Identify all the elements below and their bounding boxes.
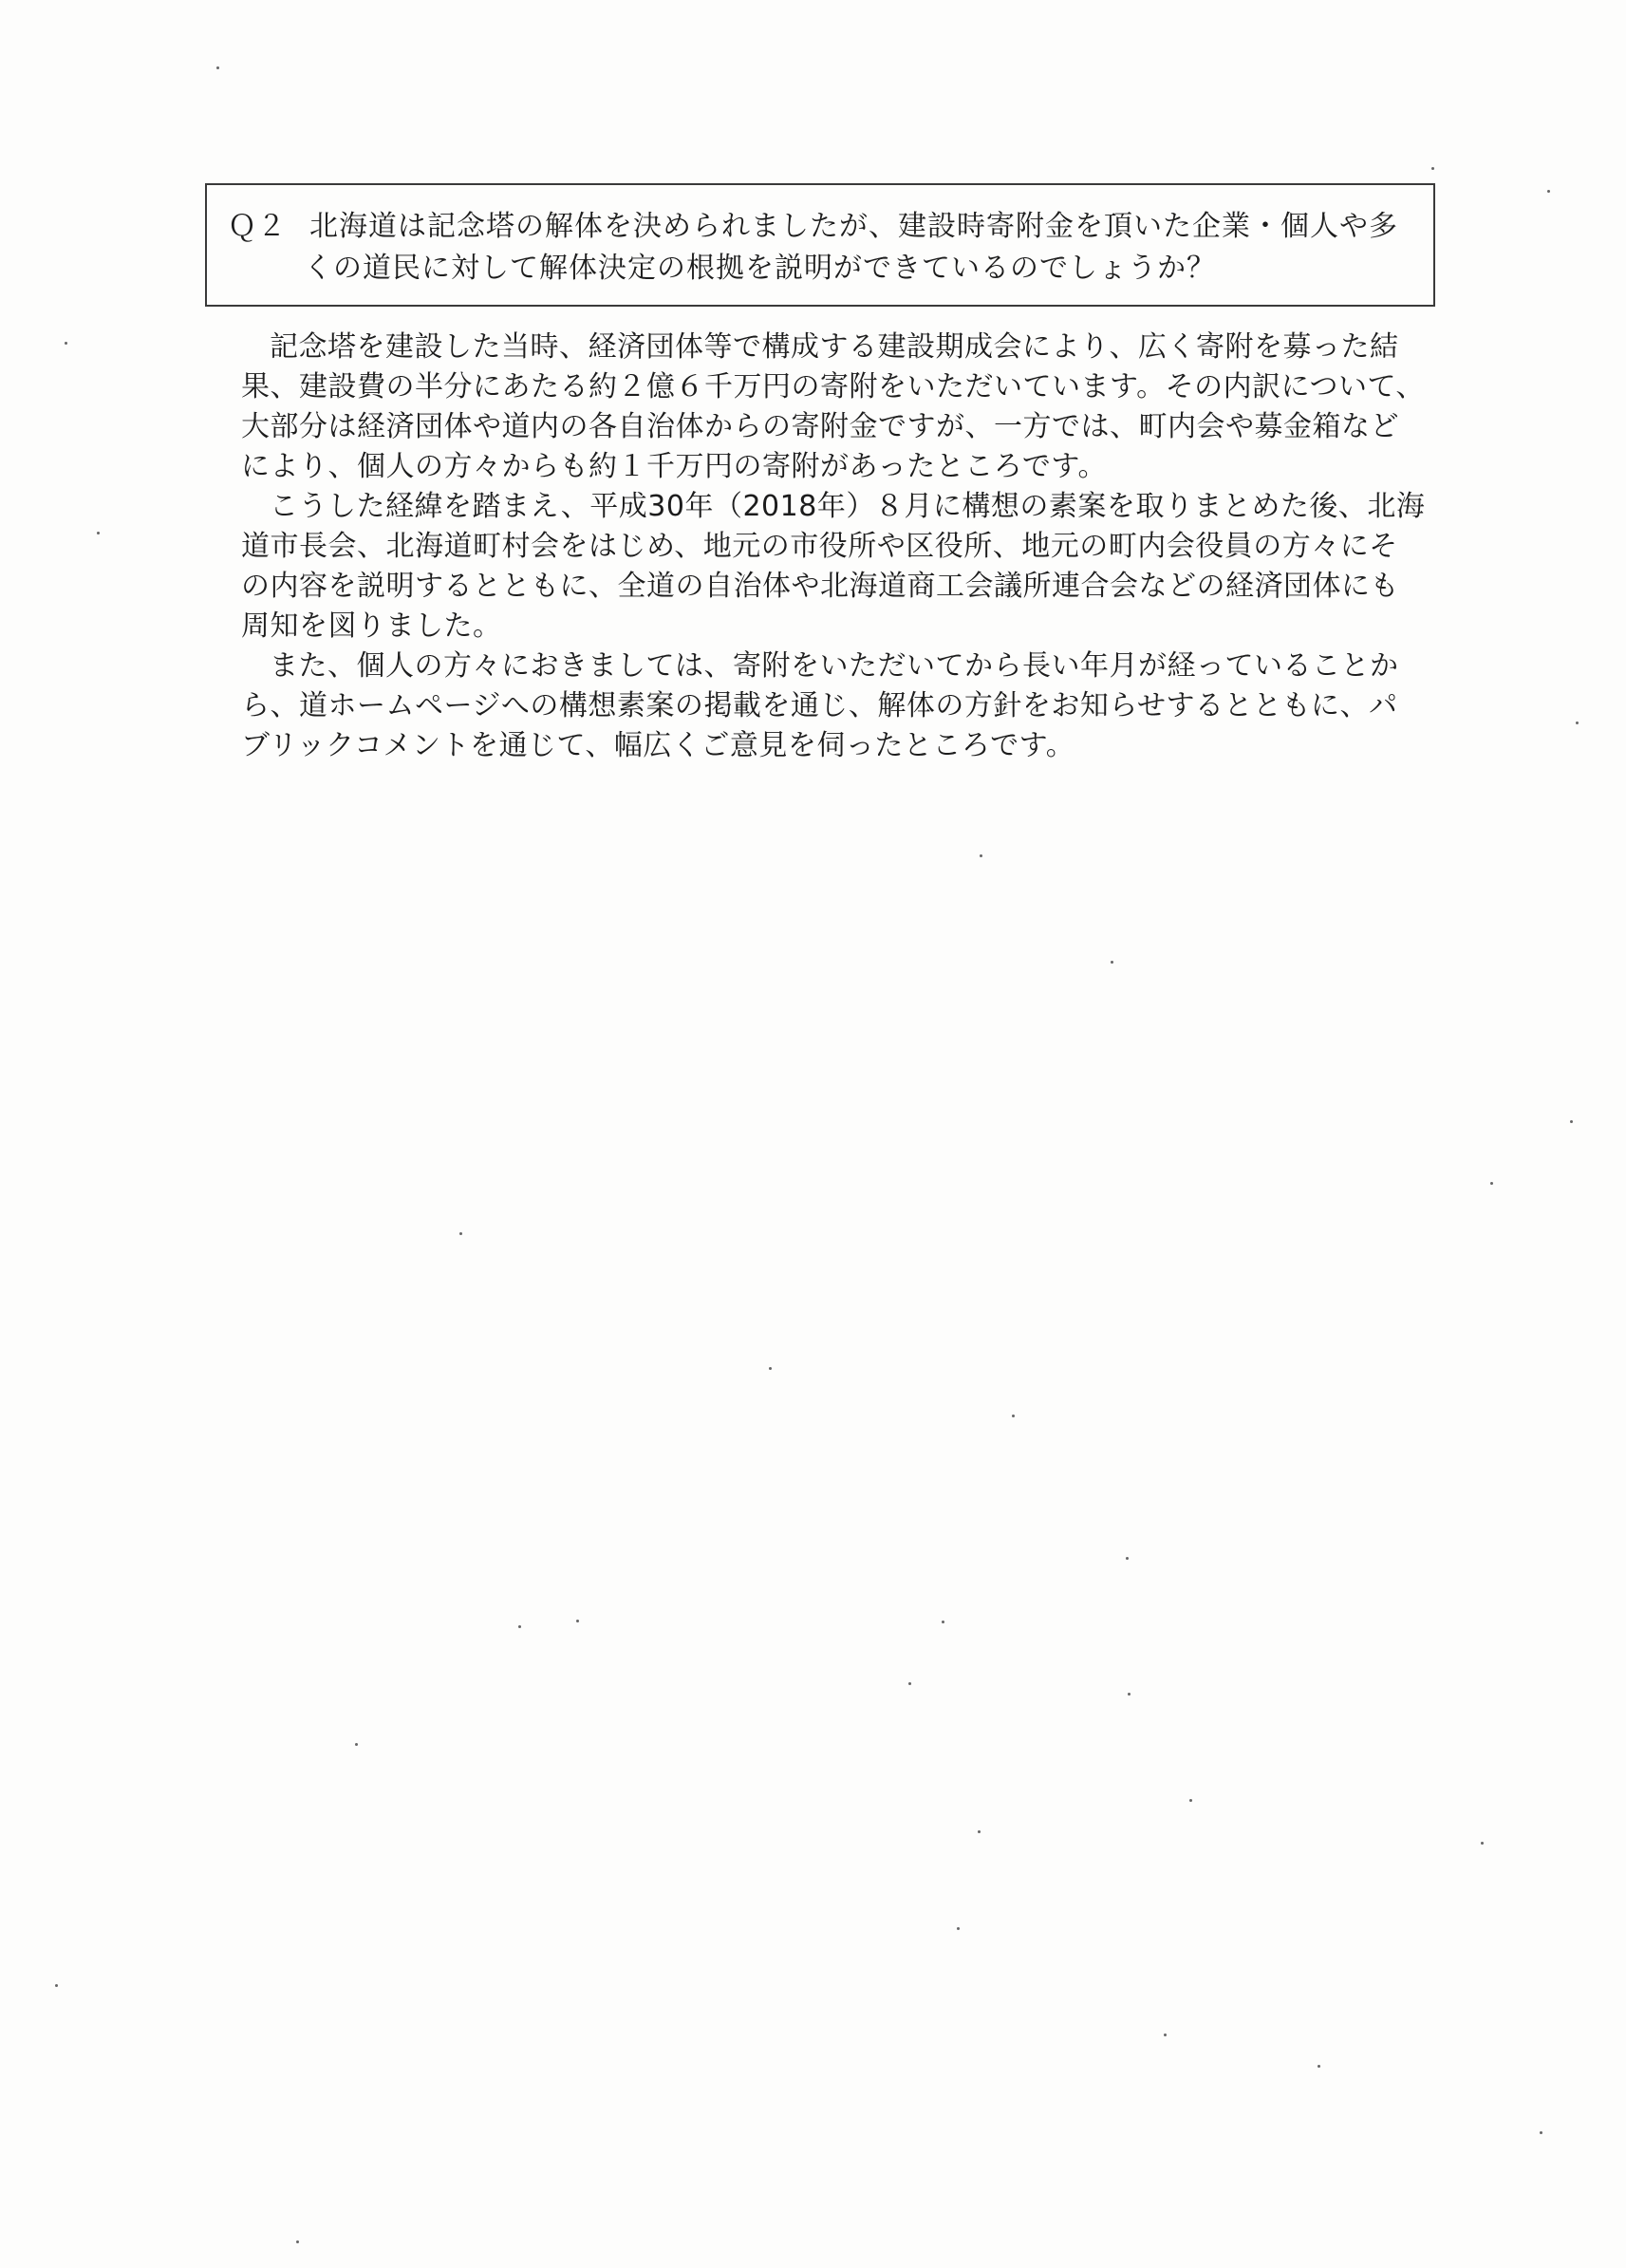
scan-speck — [908, 1682, 911, 1685]
answer-line: 大部分は経済団体や道内の各自治体からの寄附金ですが、一方では、町内会や募金箱など — [241, 410, 1399, 443]
answer-line: 道市長会、北海道町村会をはじめ、地元の市役所や区役所、地元の町内会役員の方々にそ — [241, 530, 1398, 563]
scan-speck — [1431, 167, 1434, 170]
scan-speck — [1012, 1415, 1015, 1417]
scan-speck — [942, 1621, 944, 1623]
scan-speck — [957, 1927, 960, 1930]
answer-line: 周知を図りました。 — [241, 609, 502, 643]
scan-speck — [1570, 1120, 1573, 1123]
scan-speck — [97, 532, 100, 534]
scan-speck — [1164, 2034, 1167, 2036]
scan-speck — [769, 1367, 772, 1370]
answer-line: ブリックコメントを通じて、幅広くご意見を伺ったところです。 — [241, 729, 1075, 762]
question-line-1 — [228, 206, 1416, 248]
scan-speck — [1128, 1693, 1131, 1696]
scan-speck — [65, 342, 67, 345]
scan-speck — [1126, 1557, 1129, 1560]
scan-speck — [296, 2240, 299, 2243]
scan-speck — [1481, 1842, 1484, 1845]
answer-line: の内容を説明するとともに、全道の自治体や北海道商工会議所連合会などの経済団体にも — [241, 570, 1399, 603]
question-label: Ｑ２ — [228, 210, 287, 243]
answer-line: ら、道ホームページへの構想素案の掲載を通じ、解体の方針をお知らせするとともに、パ — [241, 689, 1398, 722]
scan-speck — [1547, 190, 1550, 193]
question-box — [205, 183, 1435, 307]
scan-speck — [518, 1625, 521, 1628]
scan-speck — [1318, 2065, 1320, 2068]
scan-speck — [1540, 2131, 1542, 2134]
question-line-2: くの道民に対して解体決定の根拠を説明ができているのでしょうか？ — [304, 252, 1216, 285]
answer-line: 記念塔を建設した当時、経済団体等で構成する建設期成会により、広く寄附を募った結 — [270, 330, 1399, 364]
scan-speck — [1189, 1799, 1192, 1802]
answer-paragraph-1 — [241, 328, 1437, 487]
scan-speck — [1490, 1182, 1493, 1185]
answer-line: 果、建設費の半分にあたる約２億６千万円の寄附をいただいています。その内訳について、 — [241, 370, 1425, 403]
answer-line: こうした経緯を踏まえ、平成30年（2018年）８月に構想の素案を取りまとめた後、北海 — [270, 490, 1426, 523]
scan-speck — [55, 1984, 58, 1987]
answer-paragraph-2 — [241, 487, 1437, 647]
scan-speck — [216, 66, 219, 69]
scan-speck — [980, 854, 982, 857]
answer-body — [241, 328, 1437, 766]
scan-speck — [1111, 961, 1113, 964]
answer-line: また、個人の方々におきましては、寄附をいただいてから長い年月が経っていることか — [270, 649, 1399, 683]
scan-speck — [459, 1232, 462, 1235]
answer-paragraph-3 — [241, 647, 1437, 766]
scan-speck — [355, 1743, 358, 1746]
scan-speck — [978, 1830, 981, 1833]
scan-speck — [1576, 722, 1579, 724]
scan-speck — [576, 1620, 579, 1622]
answer-line: により、個人の方々からも約１千万円の寄附があったところです。 — [241, 450, 1107, 483]
question-text-1: 北海道は記念塔の解体を決められましたが、建設時寄附金を頂いた企業・個人や多 — [309, 210, 1398, 243]
